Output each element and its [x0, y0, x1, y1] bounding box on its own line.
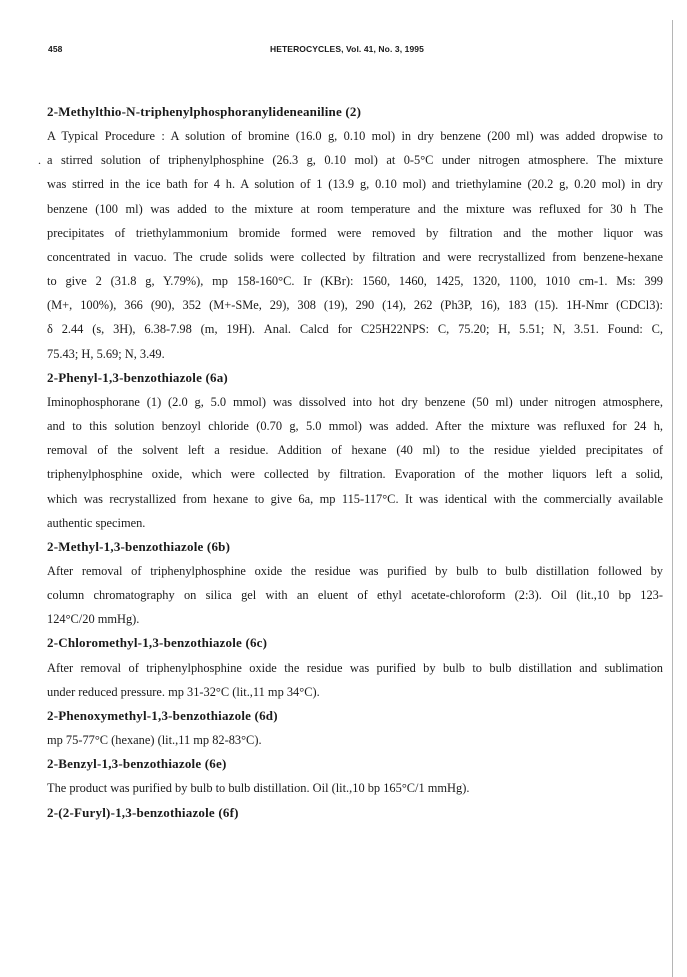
paragraph-line: column chromatography on silica gel with an eluent of ethyl acetate-chloroform (2:3). Oil (lit.,10 bp 123-	[47, 588, 663, 603]
compound-heading-6b: 2-Methyl-1,3-benzothiazole (6b)	[47, 538, 231, 554]
compound-heading-6c: 2-Chloromethyl-1,3-benzothiazole (6c)	[47, 635, 268, 651]
compound-heading-2: 2-Methylthio-N-triphenylphosphoranylideneaniline (2)	[47, 104, 362, 119]
paragraph-line: to give 2 (31.8 g, Y.79%), mp 158-160°C. Ir (KBr): 1560, 1460, 1425, 1320, 1100, 1010 cm-1. Ms: 399	[47, 274, 663, 289]
paragraph-line: under reduced pressure. mp 31-32°C (lit.,11 mp 34°C).	[47, 684, 320, 699]
paragraph-line: 75.43; H, 5.69; N, 3.49.	[47, 346, 165, 361]
compound-heading-6e: 2-Benzyl-1,3-benzothiazole (6e)	[47, 756, 227, 772]
paragraph-line: benzene (100 ml) was added to the mixture at room temperature and the mixture was refluxed for 30 h The	[47, 201, 663, 216]
paragraph-line: concentrated in vacuo. The crude solids were collected by filtration and were recrystallized from benzene-hexane	[47, 249, 663, 264]
compound-heading-6d: 2-Phenoxymethyl-1,3-benzothiazole (6d)	[47, 707, 278, 723]
paragraph-line: . a stirred solution of triphenylphosphine (26.3 g, 0.10 mol) at 0-5°C under nitrogen atmosphere. The mixture	[47, 148, 663, 172]
experimental-text	[38, 100, 663, 825]
paragraph-line: The product was purified by bulb to bulb distillation. Oil (lit.,10 bp 165°C/1 mmHg).	[47, 781, 470, 796]
paragraph-line: A Typical Procedure : A solution of bromine (16.0 g, 0.10 mol) in dry benzene (200 ml) was added dropwise to	[47, 129, 663, 144]
page-edge-rule	[672, 20, 673, 977]
paragraph-line: authentic specimen.	[47, 515, 146, 530]
paragraph-line: removal of the solvent left a residue. Addition of hexane (40 ml) to the residue yielded precipitates of	[47, 443, 663, 458]
paragraph-line: mp 75-77°C (hexane) (lit.,11 mp 82-83°C).	[47, 733, 262, 748]
paragraph-line: After removal of triphenylphosphine oxide the residue was purified by bulb to bulb distillation and sublimation	[47, 660, 663, 675]
stray-mark: .	[38, 153, 41, 168]
paragraph-line: δ 2.44 (s, 3H), 6.38-7.98 (m, 19H). Anal. Calcd for C25H22NPS: C, 75.20; H, 5.51; N, 3.51. Found: C,	[47, 322, 663, 337]
paragraph-line: which was recrystallized from hexane to give 6a, mp 115-117°C. It was identical with the commercially available	[47, 491, 663, 506]
paragraph-line: and to this solution benzoyl chloride (0.70 g, 5.0 mmol) was added. After the mixture was refluxed for 24 h,	[47, 419, 663, 434]
paragraph-line: precipitates of triethylammonium bromide formed were removed by filtration and the mother liquor was	[47, 225, 663, 240]
journal-citation: HETEROCYCLES, Vol. 41, No. 3, 1995	[270, 44, 424, 54]
paragraph-line: (M+, 100%), 366 (90), 352 (M+-SMe, 29), 308 (19), 290 (14), 262 (Ph3P, 16), 183 (15). 1H-Nmr (CDCl3):	[47, 298, 663, 313]
page-number: 458	[48, 44, 63, 54]
compound-heading-6a: 2-Phenyl-1,3-benzothiazole (6a)	[47, 369, 228, 385]
paragraph-line: Iminophosphorane (1) (2.0 g, 5.0 mmol) was dissolved into hot dry benzene (50 ml) under nitrogen atmosphere,	[47, 394, 663, 409]
paragraph-line: 124°C/20 mmHg).	[47, 612, 140, 627]
paragraph-line: triphenylphosphine oxide, which were collected by filtration. Evaporation of the mother liquors left a solid,	[47, 467, 663, 482]
running-header	[48, 44, 658, 60]
paragraph-line: After removal of triphenylphosphine oxide the residue was purified by bulb to bulb distillation followed by	[47, 563, 663, 578]
paragraph-line: was stirred in the ice bath for 4 h. A solution of 1 (13.9 g, 0.10 mol) and triethylamine (20.2 g, 0.20 mol) in dry	[47, 177, 663, 192]
compound-heading-6f: 2-(2-Furyl)-1,3-benzothiazole (6f)	[47, 804, 239, 820]
